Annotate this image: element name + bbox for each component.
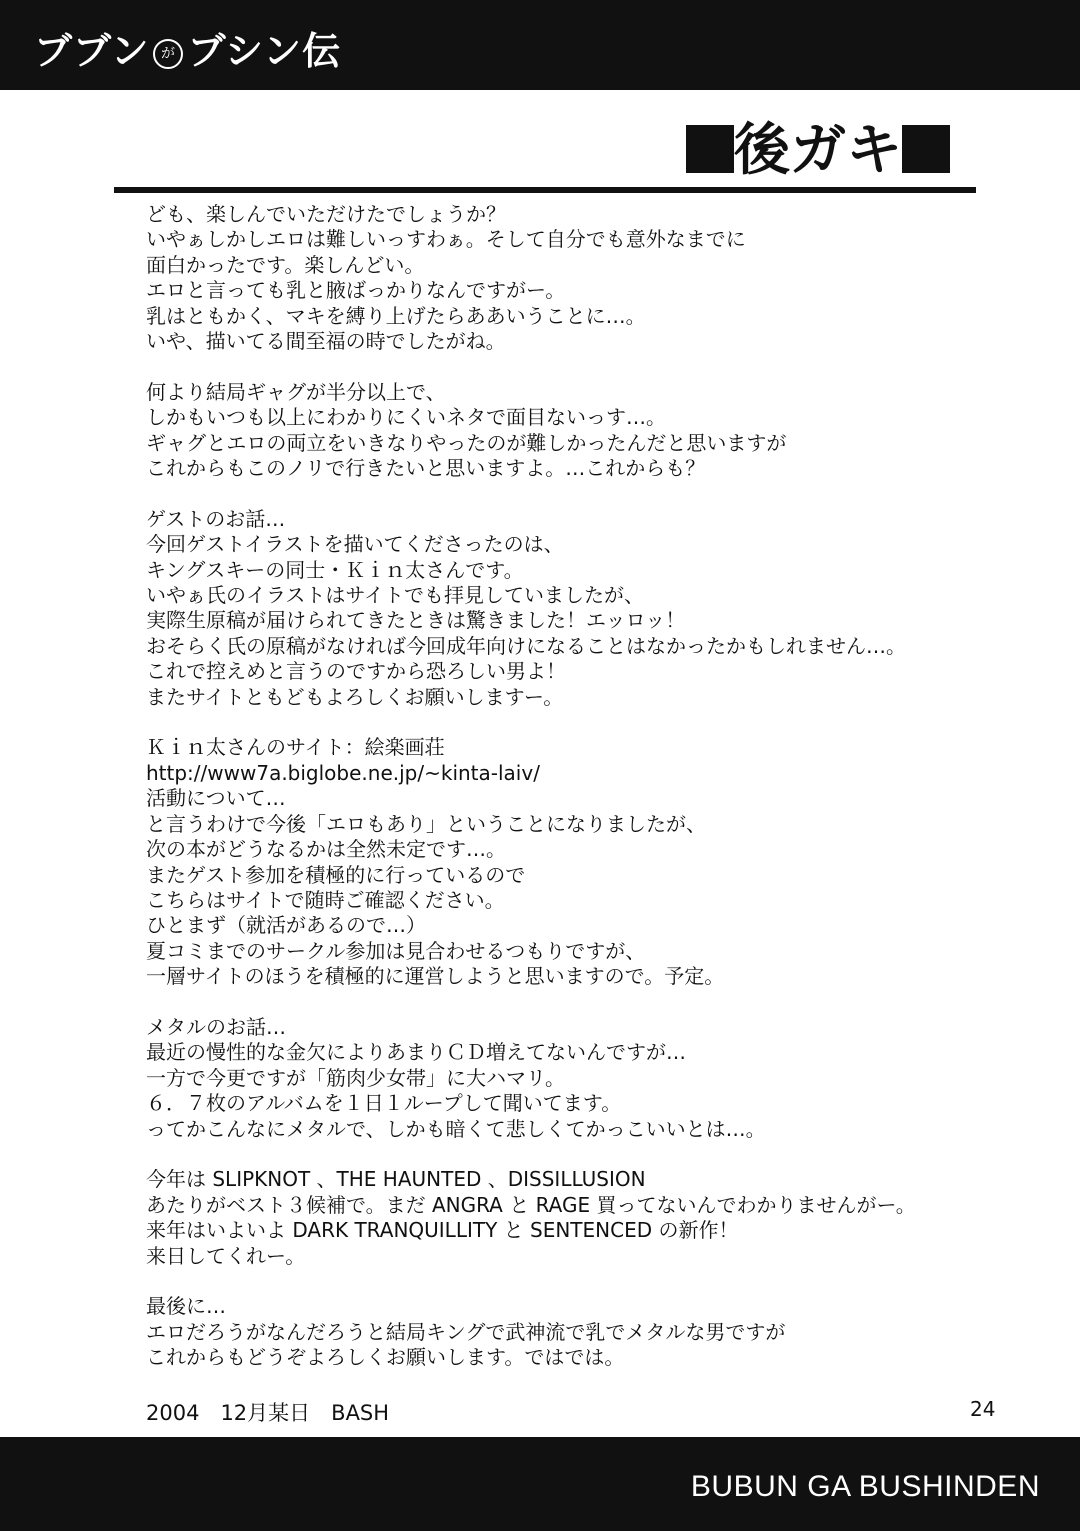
- afterword-text: [146, 202, 976, 1371]
- black-square-icon: [902, 125, 950, 173]
- section-heading-text: 後ガキ: [734, 118, 902, 183]
- text-line: 来年はいよいよ DARK TRANQUILLITY と SENTENCED の新作！: [146, 1218, 739, 1243]
- text-line: ひとまず（就活があるので…）: [146, 913, 426, 938]
- text-line: こちらはサイトで随時ご確認ください。: [146, 887, 505, 912]
- text-line: これからもこのノリで行きたいと思いますよ。…これからも？: [146, 456, 706, 481]
- text-line: ゲストのお話…: [146, 506, 286, 531]
- text-line: 最近の慢性的な金欠によりあまりＣＤ増えてないんですが…: [146, 1040, 686, 1065]
- text-line: 一層サイトのほうを積極的に運営しようと思いますので。予定。: [146, 964, 725, 989]
- text-line: 次の本がどうなるかは全然未定です…。: [146, 837, 506, 862]
- text-line: しかもいつも以上にわかりにくいネタで面目ないっす…。: [146, 405, 666, 430]
- heading-rule: [114, 187, 976, 193]
- text-line: キングスキーの同士・Ｋｉｎ太さんです。: [146, 557, 524, 582]
- text-line: いや、描いてる間至福の時でしたがね。: [146, 329, 506, 354]
- text-line: メタルのお話…: [146, 1014, 286, 1039]
- text-line: http://www7a.biglobe.ne.jp/~kinta-laiv/: [146, 760, 540, 785]
- page-number: 24: [970, 1397, 996, 1421]
- section-heading: [640, 120, 950, 182]
- blank-line: [146, 710, 976, 735]
- text-line: 何より結局ギャグが半分以上で、: [146, 379, 446, 404]
- blank-line: [146, 354, 976, 379]
- text-line: 活動について…: [146, 786, 286, 811]
- text-line: 実際生原稿が届けられてきたときは驚きました！エッロッ！: [146, 608, 686, 633]
- text-line: 一方で今更ですが「筋肉少女帯」に大ハマリ。: [146, 1065, 565, 1090]
- text-line: またゲスト参加を積極的に行っているので: [146, 862, 526, 887]
- series-title-left: ブブン: [34, 29, 150, 73]
- text-line: 来日してくれー。: [146, 1243, 306, 1268]
- blank-line: [146, 1142, 976, 1167]
- text-line: あたりがベスト３候補で。まだ ANGRA と RAGE 買ってないんでわかりませんがー。: [146, 1192, 916, 1217]
- blank-line: [146, 481, 976, 506]
- text-line: ギャグとエロの両立をいきなりやったのが難しかったんだと思いますが: [146, 430, 787, 455]
- blank-line: [146, 990, 976, 1015]
- series-title-ga-mark: が: [153, 39, 183, 69]
- text-line: 今年は SLIPKNOT 、THE HAUNTED 、DISSILLUSION: [146, 1167, 646, 1192]
- black-square-icon: [686, 125, 734, 173]
- text-line: おそらく氏の原稿がなければ今回成年向けになることはなかったかもしれません…。: [146, 633, 906, 658]
- text-line: Ｋｉｎ太さんのサイト：絵楽画荘: [146, 735, 445, 760]
- text-line: ども、楽しんでいただけたでしょうか？: [146, 202, 506, 226]
- footer-title: BUBUN GA BUSHINDEN: [690, 1470, 1040, 1503]
- text-line: と言うわけで今後「エロもあり」ということになりましたが、: [146, 811, 706, 836]
- text-line: 夏コミまでのサークル参加は見合わせるつもりですが、: [146, 938, 646, 963]
- text-line: いやぁ氏のイラストはサイトでも拝見していましたが、: [146, 583, 644, 608]
- text-line: 最後に…: [146, 1294, 226, 1319]
- text-line: エロと言っても乳と腋ばっかりなんですがー。: [146, 278, 566, 303]
- text-line: いやぁしかしエロは難しいっすわぁ。そして自分でも意外なまでに: [146, 227, 746, 252]
- series-title-right: ブシン伝: [187, 29, 342, 73]
- text-line: ってかこんなにメタルで、しかも暗くて悲しくてかっこいいとは…。: [146, 1116, 766, 1141]
- blank-line: [146, 1269, 976, 1294]
- text-line: またサイトともどもよろしくお願いしますー。: [146, 684, 564, 709]
- text-line: 今回ゲストイラストを描いてくださったのは、: [146, 532, 564, 557]
- text-line: これで控えめと言うのですから恐ろしい男よ！: [146, 659, 566, 684]
- text-line: エロだろうがなんだろうと結局キングで武神流で乳でメタルな男ですが: [146, 1319, 786, 1344]
- text-line: 面白かったです。楽しんどい。: [146, 252, 425, 277]
- signature-line: 2004 12月某日 BASH: [146, 1401, 390, 1425]
- text-line: 乳はともかく、マキを縛り上げたらああいうことに…。: [146, 303, 646, 328]
- header-bar: [0, 0, 1080, 90]
- series-title: [34, 20, 341, 75]
- text-line: ６．７枚のアルバムを１日１ループして聞いてます。: [146, 1091, 622, 1116]
- text-line: これからもどうぞよろしくお願いします。ではでは。: [146, 1345, 625, 1370]
